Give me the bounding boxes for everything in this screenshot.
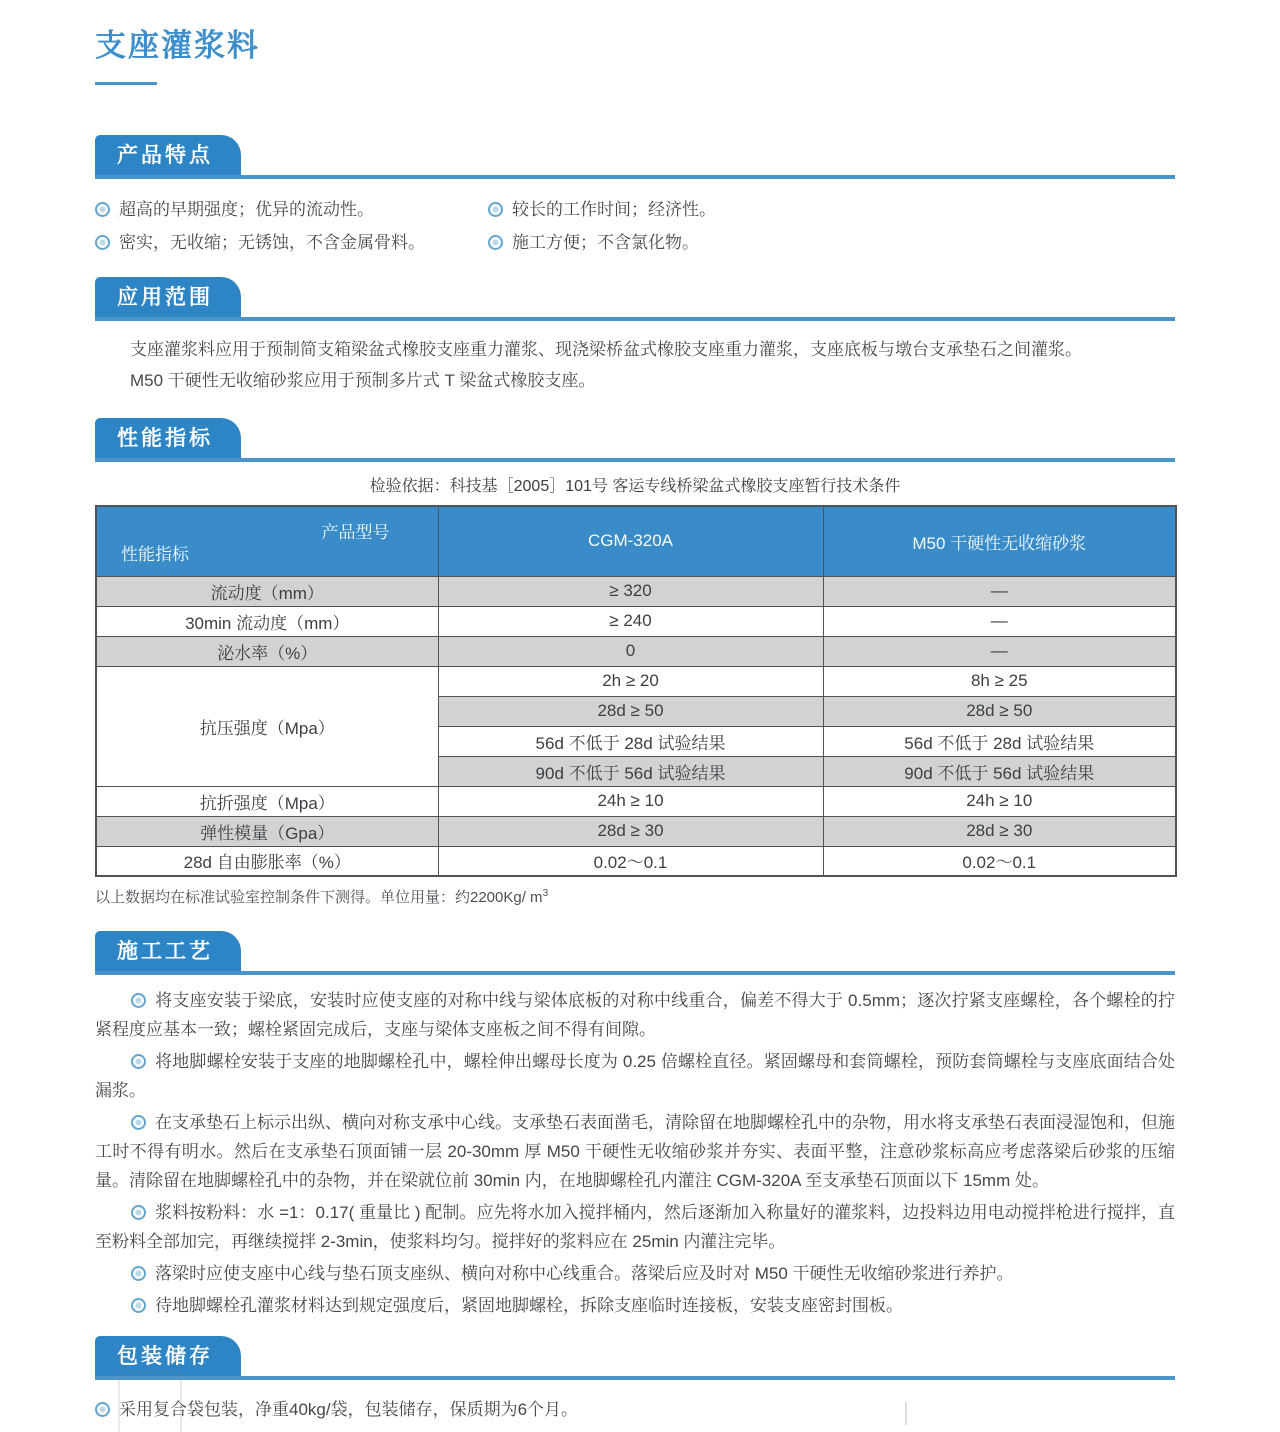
cell-value: 28d ≥ 50 [438, 696, 823, 726]
cell-value: 0 [438, 636, 823, 666]
cell-value: 24h ≥ 10 [823, 786, 1176, 816]
footnote-superscript: 3 [542, 888, 549, 899]
table-header-row [96, 506, 1176, 576]
section-head-features [95, 135, 1175, 179]
table-row [96, 636, 1176, 666]
section-badge-features: 产品特点 [95, 135, 241, 175]
packaging-item [95, 1395, 1175, 1425]
cell-value: 0.02～0.1 [823, 846, 1176, 876]
feature-item [488, 226, 1175, 259]
feature-item [488, 193, 1175, 226]
section-head-construction [95, 931, 1175, 975]
section-badge-packaging: 包装储存 [95, 1336, 241, 1376]
step-text: 在支承垫石上标示出纵、横向对称支承中心线。支承垫石表面凿毛，清除留在地脚螺栓孔中的杂物，用水将支承垫石表面浸湿饱和，但施工时不得有明水。然后在支承垫石顶面铺一层 20-30mm 厚 M50 干硬性无收缩砂浆并夯实、表面平整，注意砂浆标高应考虑落梁后砂浆的压缩量。清除留在地脚螺栓孔中的杂物，并在梁就位前 30min 内，在地脚螺栓孔内灌注 CGM-320A 至支承垫石顶面以下 15mm 处。 [95, 1113, 1175, 1190]
cell-value: 28d ≥ 50 [823, 696, 1176, 726]
title-underline [95, 82, 157, 85]
bullet-icon [131, 1054, 146, 1069]
step-text: 将地脚螺栓安装于支座的地脚螺栓孔中，螺栓伸出螺母长度为 0.25 倍螺栓直径。紧固螺母和套筒螺栓，预防套筒螺栓与支座底面结合处漏浆。 [95, 1052, 1175, 1100]
construction-step [95, 1198, 1175, 1256]
bullet-icon [131, 993, 146, 1008]
bullet-icon [95, 1402, 110, 1417]
bullet-icon [131, 1115, 146, 1130]
cell-value: 28d ≥ 30 [823, 816, 1176, 846]
step-text: 待地脚螺栓孔灌浆材料达到规定强度后，紧固地脚螺栓，拆除支座临时连接板，安装支座密封围板。 [155, 1296, 903, 1315]
test-basis-caption: 检验依据：科技基［2005］101号 客运专线桥梁盆式橡胶支座暂行技术条件 [369, 478, 901, 495]
bullet-icon [488, 202, 503, 217]
bullet-icon [131, 1266, 146, 1281]
table-row [96, 786, 1176, 816]
feature-text: 较长的工作时间；经济性。 [512, 200, 716, 219]
construction-step [95, 1291, 1175, 1320]
section-badge-performance: 性能指标 [95, 418, 241, 458]
cell-value: 56d 不低于 28d 试验结果 [438, 726, 823, 756]
column-header-m50: M50 干硬性无收缩砂浆 [823, 506, 1176, 576]
construction-steps [95, 986, 1175, 1320]
bullet-icon [131, 1205, 146, 1220]
cell-value: 0.02～0.1 [438, 846, 823, 876]
performance-table [95, 505, 1177, 877]
application-paragraph: 支座灌浆料应用于预制简支箱梁盆式橡胶支座重力灌浆、现浇梁桥盆式橡胶支座重力灌浆，支座底板与墩台支承垫石之间灌浆。 [130, 340, 1082, 359]
bullet-icon [95, 235, 110, 250]
bullet-icon [131, 1298, 146, 1313]
cell-value: ≥ 320 [438, 576, 823, 606]
section-badge-construction: 施工工艺 [95, 931, 241, 971]
packaging-text: 采用复合袋包装，净重40kg/袋，包装储存，保质期为6个月。 [119, 1400, 579, 1419]
bullet-icon [95, 202, 110, 217]
section-head-performance [95, 418, 1175, 462]
cell-value: 8h ≥ 25 [823, 666, 1176, 696]
cell-value: 24h ≥ 10 [438, 786, 823, 816]
table-row [96, 576, 1176, 606]
feature-text: 施工方便；不含氯化物。 [512, 233, 699, 252]
table-row [96, 816, 1176, 846]
column-header-cgm320a: CGM-320A [438, 506, 823, 576]
cell-value: — [823, 576, 1176, 606]
application-text [95, 334, 1175, 396]
cell-value: 90d 不低于 56d 试验结果 [823, 756, 1176, 786]
row-label-compressive-strength: 抗压强度（Mpa） [96, 666, 438, 786]
step-text: 将支座安装于梁底，安装时应使支座的对称中线与梁体底板的对称中线重合，偏差不得大于 0.5mm；逐次拧紧支座螺栓，各个螺栓的拧紧程度应基本一致；螺栓紧固完成后，支座与梁体支座板之间不得有间隙。 [95, 991, 1175, 1039]
step-text: 浆料按粉料：水 =1：0.17( 重量比 ) 配制。应先将水加入搅拌桶内，然后逐渐加入称量好的灌浆料，边投料边用电动搅拌枪进行搅拌，直至粉料全部加完，再继续搅拌 2-3min，使浆料均匀。搅拌好的浆料应在 25min 内灌注完毕。 [95, 1203, 1175, 1251]
table-row [96, 846, 1176, 876]
construction-step [95, 986, 1175, 1044]
step-text: 落梁时应使支座中心线与垫石顶支座纵、横向对称中心线重合。落梁后应及时对 M50 干硬性无收缩砂浆进行养护。 [155, 1264, 1014, 1283]
table-corner-cell [96, 506, 438, 576]
document-page [95, 20, 1175, 1425]
row-label: 28d 自由膨胀率（%） [96, 846, 438, 876]
row-label: 弹性模量（Gpa） [96, 816, 438, 846]
section-head-packaging [95, 1336, 1175, 1380]
cell-value: 2h ≥ 20 [438, 666, 823, 696]
row-label: 抗折强度（Mpa） [96, 786, 438, 816]
application-paragraph: M50 干硬性无收缩砂浆应用于预制多片式 T 梁盆式橡胶支座。 [130, 371, 596, 390]
section-head-application [95, 277, 1175, 321]
construction-step [95, 1047, 1175, 1105]
corner-label-performance-index: 性能指标 [121, 544, 189, 564]
row-label: 流动度（mm） [96, 576, 438, 606]
table-row [96, 606, 1176, 636]
page-title: 支座灌浆料 [95, 28, 260, 63]
footnote-text: 以上数据均在标准试验室控制条件下测得。单位用量：约2200Kg/ m [95, 889, 543, 906]
cell-value: ≥ 240 [438, 606, 823, 636]
construction-step [95, 1259, 1175, 1288]
cell-value: — [823, 606, 1176, 636]
construction-step [95, 1108, 1175, 1195]
cell-value: — [823, 636, 1176, 666]
feature-text: 超高的早期强度；优异的流动性。 [119, 200, 374, 219]
row-label: 泌水率（%） [96, 636, 438, 666]
cell-value: 90d 不低于 56d 试验结果 [438, 756, 823, 786]
feature-item [95, 226, 488, 259]
table-row [96, 666, 1176, 696]
feature-item [95, 193, 488, 226]
table-footnote [95, 886, 1175, 907]
corner-label-product-model: 产品型号 [321, 523, 390, 542]
cell-value: 28d ≥ 30 [438, 816, 823, 846]
bullet-icon [488, 235, 503, 250]
section-badge-application: 应用范围 [95, 277, 241, 317]
cell-value: 56d 不低于 28d 试验结果 [823, 726, 1176, 756]
feature-text: 密实，无收缩；无锈蚀，不含金属骨料。 [119, 233, 425, 252]
feature-list [95, 193, 1175, 259]
row-label: 30min 流动度（mm） [96, 606, 438, 636]
